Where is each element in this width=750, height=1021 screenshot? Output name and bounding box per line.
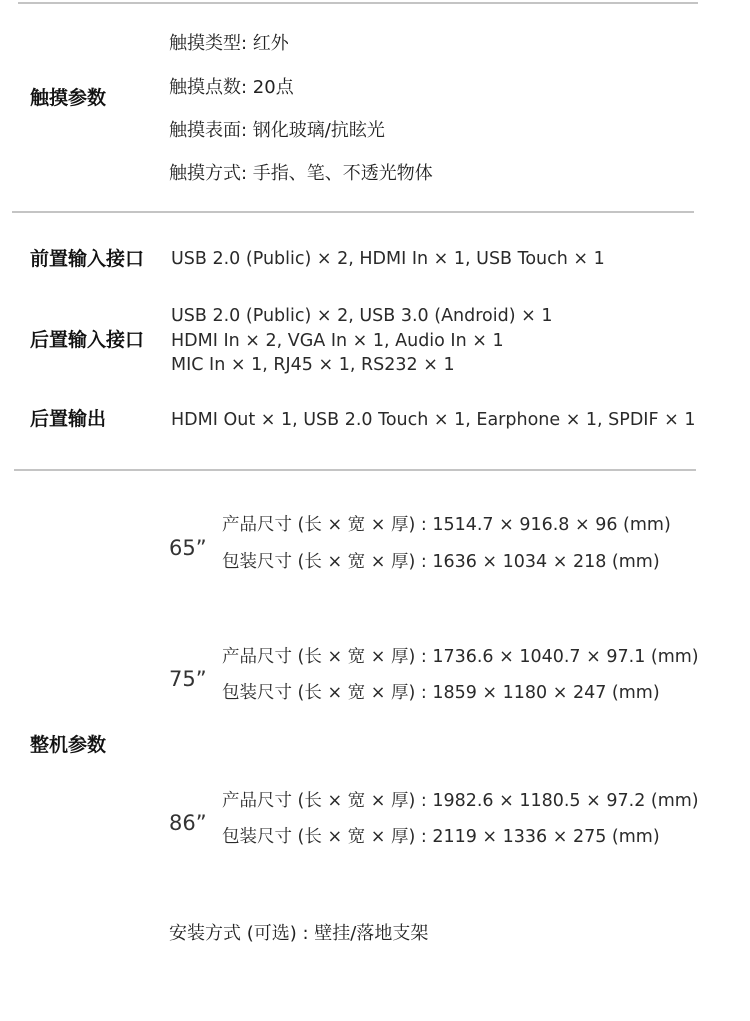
- size-75-label: 75”: [169, 667, 207, 691]
- rear-input-line-1: USB 2.0 (Public) × 2, USB 3.0 (Android) × 1: [171, 306, 553, 326]
- top-divider: [18, 2, 698, 4]
- front-input-value: USB 2.0 (Public) × 2, HDMI In × 1, USB Touch × 1: [171, 249, 605, 269]
- rear-input-line-2: HDMI In × 2, VGA In × 1, Audio In × 1: [171, 331, 504, 351]
- size-75-product-dimensions: 产品尺寸 (长 × 宽 × 厚) : 1736.6 × 1040.7 × 97.1 (mm): [222, 647, 699, 667]
- touch-surface: 触摸表面: 钢化玻璃/抗眩光: [169, 120, 385, 141]
- rear-output-label: 后置输出: [30, 408, 107, 430]
- touch-section-label: 触摸参数: [30, 87, 107, 109]
- machine-section-label: 整机参数: [30, 734, 107, 756]
- install-method: 安装方式 (可选) : 壁挂/落地支架: [169, 923, 429, 944]
- size-86-package-dimensions: 包装尺寸 (长 × 宽 × 厚) : 2119 × 1336 × 275 (mm): [222, 827, 660, 847]
- rear-output-value: HDMI Out × 1, USB 2.0 Touch × 1, Earphone × 1, SPDIF × 1: [171, 410, 696, 430]
- size-65-product-dimensions: 产品尺寸 (长 × 宽 × 厚) : 1514.7 × 916.8 × 96 (mm): [222, 515, 671, 535]
- touch-method: 触摸方式: 手指、笔、不透光物体: [169, 163, 433, 184]
- size-86-product-dimensions: 产品尺寸 (长 × 宽 × 厚) : 1982.6 × 1180.5 × 97.2 (mm): [222, 791, 699, 811]
- rear-input-line-3: MIC In × 1, RJ45 × 1, RS232 × 1: [171, 355, 455, 375]
- touch-type: 触摸类型: 红外: [169, 33, 289, 54]
- size-75-package-dimensions: 包装尺寸 (长 × 宽 × 厚) : 1859 × 1180 × 247 (mm): [222, 683, 660, 703]
- size-65-package-dimensions: 包装尺寸 (长 × 宽 × 厚) : 1636 × 1034 × 218 (mm): [222, 552, 660, 572]
- size-65-label: 65”: [169, 536, 207, 560]
- front-input-label: 前置输入接口: [30, 248, 145, 270]
- rear-input-label: 后置输入接口: [30, 329, 145, 351]
- size-86-label: 86”: [169, 811, 207, 835]
- touch-points: 触摸点数: 20点: [169, 77, 294, 98]
- divider-touch-ports: [12, 211, 694, 213]
- divider-ports-machine: [14, 469, 696, 471]
